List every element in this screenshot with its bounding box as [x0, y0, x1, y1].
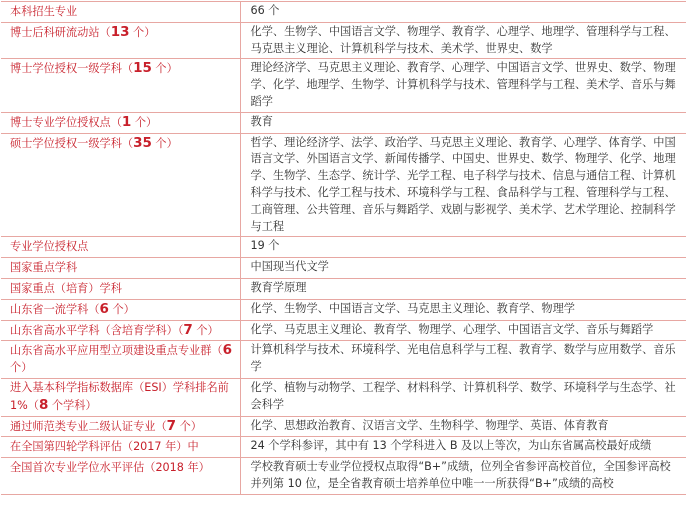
row-value: 66 个 [240, 2, 686, 23]
row-value: 化学、生物学、中国语言文学、马克思主义理论、教育学、物理学 [240, 299, 686, 320]
table-row [1, 2, 686, 23]
table-row [1, 458, 686, 495]
table-row [1, 59, 686, 112]
table-row [1, 258, 686, 279]
row-value: 化学、植物与动物学、工程学、材料科学、计算机科学、数学、环境科学与生态学、社会科学 [240, 378, 686, 416]
row-value: 化学、马克思主义理论、教育学、物理学、心理学、中国语言文学、音乐与舞蹈学 [240, 320, 686, 341]
row-value: 教育学原理 [240, 278, 686, 299]
row-label: 国家重点（培育）学科 [1, 278, 240, 299]
row-value: 中国现当代文学 [240, 258, 686, 279]
row-label: 博士专业学位授权点（1 个） [1, 112, 240, 133]
row-value: 理论经济学、马克思主义理论、教育学、心理学、中国语言文学、世界史、数学、物理学、化学、地理学、生物学、计算机科学与技术、管理科学与工程、美术学、音乐与舞蹈学 [240, 59, 686, 112]
table-row [1, 320, 686, 341]
table-row [1, 112, 686, 133]
table-row [1, 378, 686, 416]
academic-disciplines-table [1, 1, 686, 495]
row-label: 山东省一流学科（6 个） [1, 299, 240, 320]
table-row [1, 133, 686, 237]
row-label: 本科招生专业 [1, 2, 240, 23]
table-row [1, 437, 686, 458]
row-value: 化学、思想政治教育、汉语言文学、生物科学、物理学、英语、体育教育 [240, 416, 686, 437]
row-label: 通过师范类专业二级认证专业（7 个） [1, 416, 240, 437]
table-row [1, 341, 686, 379]
row-label: 硕士学位授权一级学科（35 个） [1, 133, 240, 237]
row-label: 山东省高水平应用型立项建设重点专业群（6 个） [1, 341, 240, 379]
row-value: 19 个 [240, 237, 686, 258]
row-label: 国家重点学科 [1, 258, 240, 279]
table-row [1, 237, 686, 258]
row-value: 学校教育硕士专业学位授权点取得“B+”成绩，位列全省参评高校首位，全国参评高校并列第 10 位，是全省教育硕士培养单位中唯一一所获得“B+”成绩的高校 [240, 458, 686, 495]
row-label: 全国首次专业学位水平评估（2018 年） [1, 458, 240, 495]
row-label: 在全国第四轮学科评估（2017 年）中 [1, 437, 240, 458]
table-row [1, 416, 686, 437]
row-label: 博士后科研流动站（13 个） [1, 22, 240, 59]
row-value: 教育 [240, 112, 686, 133]
row-label: 博士学位授权一级学科（15 个） [1, 59, 240, 112]
row-label: 专业学位授权点 [1, 237, 240, 258]
row-label: 进入基本科学指标数据库（ESI）学科排名前 1%（8 个学科） [1, 378, 240, 416]
row-value: 化学、生物学、中国语言文学、物理学、教育学、心理学、地理学、管理科学与工程、马克思主义理论、计算机科学与技术、美术学、世界史、数学 [240, 22, 686, 59]
row-value: 24 个学科参评，其中有 13 个学科进入 B 及以上等次，为山东省属高校最好成绩 [240, 437, 686, 458]
table-row [1, 299, 686, 320]
row-value: 计算机科学与技术、环境科学、光电信息科学与工程、教育学、数学与应用数学、音乐学 [240, 341, 686, 379]
table-row [1, 278, 686, 299]
row-label: 山东省高水平学科（含培育学科）（7 个） [1, 320, 240, 341]
row-value: 哲学、理论经济学、法学、政治学、马克思主义理论、教育学、心理学、体育学、中国语言文学、外国语言文学、新闻传播学、中国史、世界史、数学、物理学、化学、地理学、生物学、生态学、统计学、光学工程、电子科学与技术、信息与通信工程、计算机科学与技术、化学工程与技术、环境科学与工程、食品科学与工程、管理科学与工程、工商管理、公共管理、音乐与舞蹈学、戏剧与影视学、美术学、艺术学理论、控制科学与工程 [240, 133, 686, 237]
table-row [1, 22, 686, 59]
